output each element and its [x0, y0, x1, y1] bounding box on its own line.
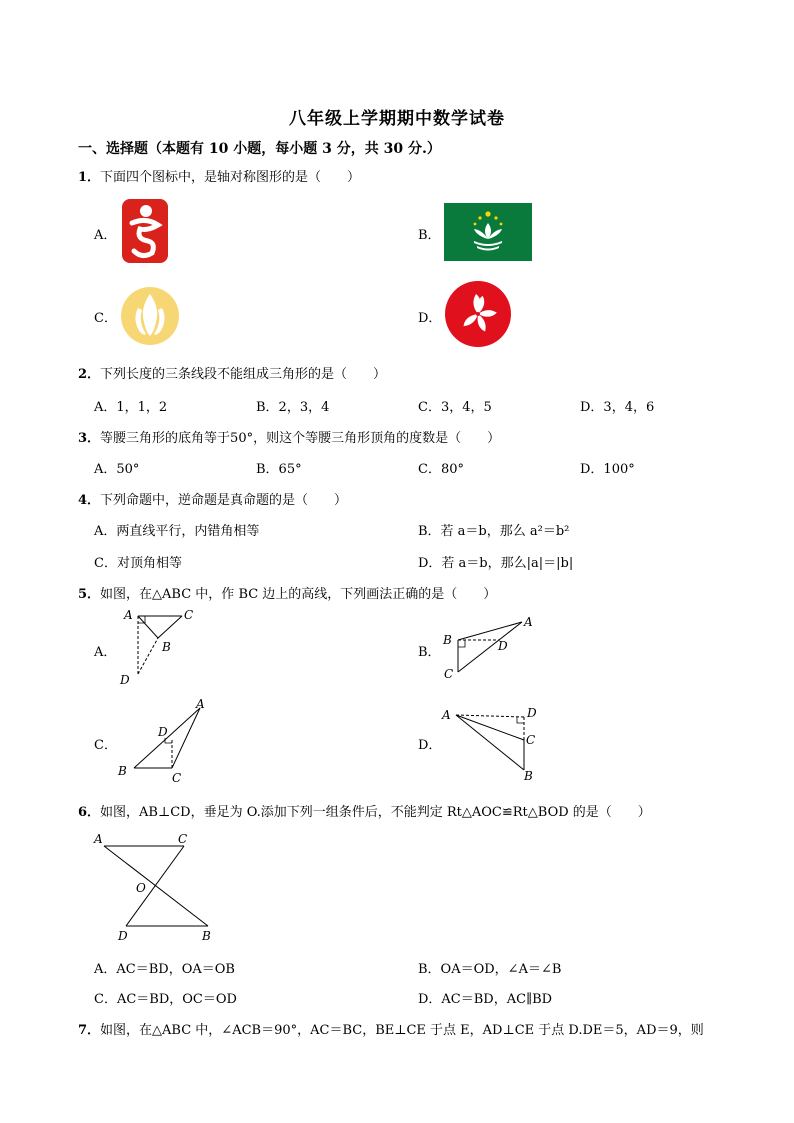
question-number: 7． [78, 1023, 101, 1038]
label-d: D [527, 706, 537, 720]
q5-figure-c [116, 696, 216, 790]
q6-option-c: C．AC＝BD，OC＝OD [94, 992, 237, 1007]
q4-option-a: A．两直线平行，内错角相等 [94, 524, 260, 539]
q5-option-b-label: B． [418, 645, 441, 660]
q1-option-d-label: D． [418, 311, 442, 326]
q5-figure-b [440, 610, 550, 689]
page-title: 八年级上学期期中数学试卷 [289, 109, 505, 129]
q6-figure [90, 826, 230, 950]
question-4 [78, 489, 347, 508]
q3-option-d: D．100° [580, 462, 635, 477]
q6-option-d: D．AC＝BD，AC∥BD [418, 992, 553, 1007]
question-text: 下列长度的三条线段不能组成三角形的是（ ） [100, 367, 387, 382]
question-2 [78, 363, 386, 382]
q6-option-a: A．AC＝BD，OA＝OB [94, 962, 235, 977]
label-a: A [442, 708, 451, 722]
question-6 [78, 801, 651, 820]
question-text: 等腰三角形的底角等于50°，则这个等腰三角形顶角的度数是（ ） [100, 431, 501, 446]
label-c: C [178, 832, 188, 846]
label-c: C [172, 771, 182, 785]
q5-figure-a [118, 604, 208, 693]
label-b: B [162, 640, 171, 654]
label-c: C [444, 667, 454, 681]
question-5 [78, 583, 496, 602]
q3-option-b: B．65° [256, 462, 302, 477]
label-a: A [124, 608, 133, 622]
question-3 [78, 427, 500, 446]
label-a: A [524, 615, 533, 629]
q4-option-d: D．若 a＝b，那么|a|＝|b| [418, 556, 574, 571]
label-a: A [196, 697, 205, 711]
q1-option-c-label: C． [94, 311, 117, 326]
question-text: 如图，在△ABC 中，∠ACB＝90°，AC＝BC，BE⊥CE 于点 E，AD⊥CE 于点 D.DE＝5，AD＝9，则 [100, 1023, 704, 1038]
hong-kong-emblem-image [444, 280, 512, 352]
q4-option-c: C．对顶角相等 [94, 556, 182, 571]
q2-option-d: D．3，4，6 [580, 400, 655, 415]
q2-option-b: B．2，3，4 [256, 400, 330, 415]
q6-option-b: B．OA＝OD，∠A＝∠B [418, 962, 562, 977]
label-c: C [526, 733, 536, 747]
q2-option-c: C．3，4，5 [418, 400, 492, 415]
label-d: D [158, 725, 168, 739]
q5-option-c-label: C． [94, 738, 117, 753]
question-text: 下列命题中，逆命题是真命题的是（ ） [100, 493, 348, 508]
label-d: D [120, 673, 130, 687]
question-number: 2． [78, 367, 101, 382]
label-b: B [118, 764, 127, 778]
question-number: 6． [78, 805, 101, 820]
label-c: C [184, 608, 194, 622]
question-number: 4． [78, 493, 101, 508]
question-text: 下面四个图标中，是轴对称图形的是（ ） [100, 170, 361, 185]
torch-emblem-image [120, 286, 180, 350]
label-b: B [443, 633, 452, 647]
q5-option-a-label: A． [94, 645, 117, 660]
beijing-olympic-emblem-image [118, 197, 174, 269]
question-text: 如图，在△ABC 中，作 BC 边上的高线，下列画法正确的是（ ） [100, 587, 497, 602]
label-a: A [94, 832, 103, 846]
q4-option-b: B．若 a＝b，那么 a²＝b² [418, 524, 570, 539]
q5-figure-d [440, 700, 550, 789]
question-number: 1． [78, 170, 101, 185]
q3-option-c: C．80° [418, 462, 464, 477]
q1-option-a-label: A． [94, 228, 117, 243]
label-b: B [524, 769, 533, 783]
question-number: 3． [78, 431, 101, 446]
question-text: 如图，AB⊥CD，垂足为 O.添加下列一组条件后，不能判定 Rt△AOC≌Rt△BOD 的是（ ） [100, 805, 651, 820]
q3-option-a: A．50° [94, 462, 140, 477]
q1-option-b-label: B． [418, 228, 441, 243]
question-7 [78, 1019, 704, 1038]
macau-flag-image [444, 203, 532, 265]
section-heading: 一、选择题（本题有 10 小题，每小题 3 分，共 30 分.） [78, 141, 441, 157]
label-b: B [202, 929, 211, 943]
q2-option-a: A．1，1，2 [94, 400, 168, 415]
question-number: 5． [78, 587, 101, 602]
label-o: O [136, 881, 146, 895]
question-1 [78, 166, 360, 185]
label-d: D [118, 929, 128, 943]
q5-option-d-label: D． [418, 738, 442, 753]
label-d: D [498, 639, 508, 653]
